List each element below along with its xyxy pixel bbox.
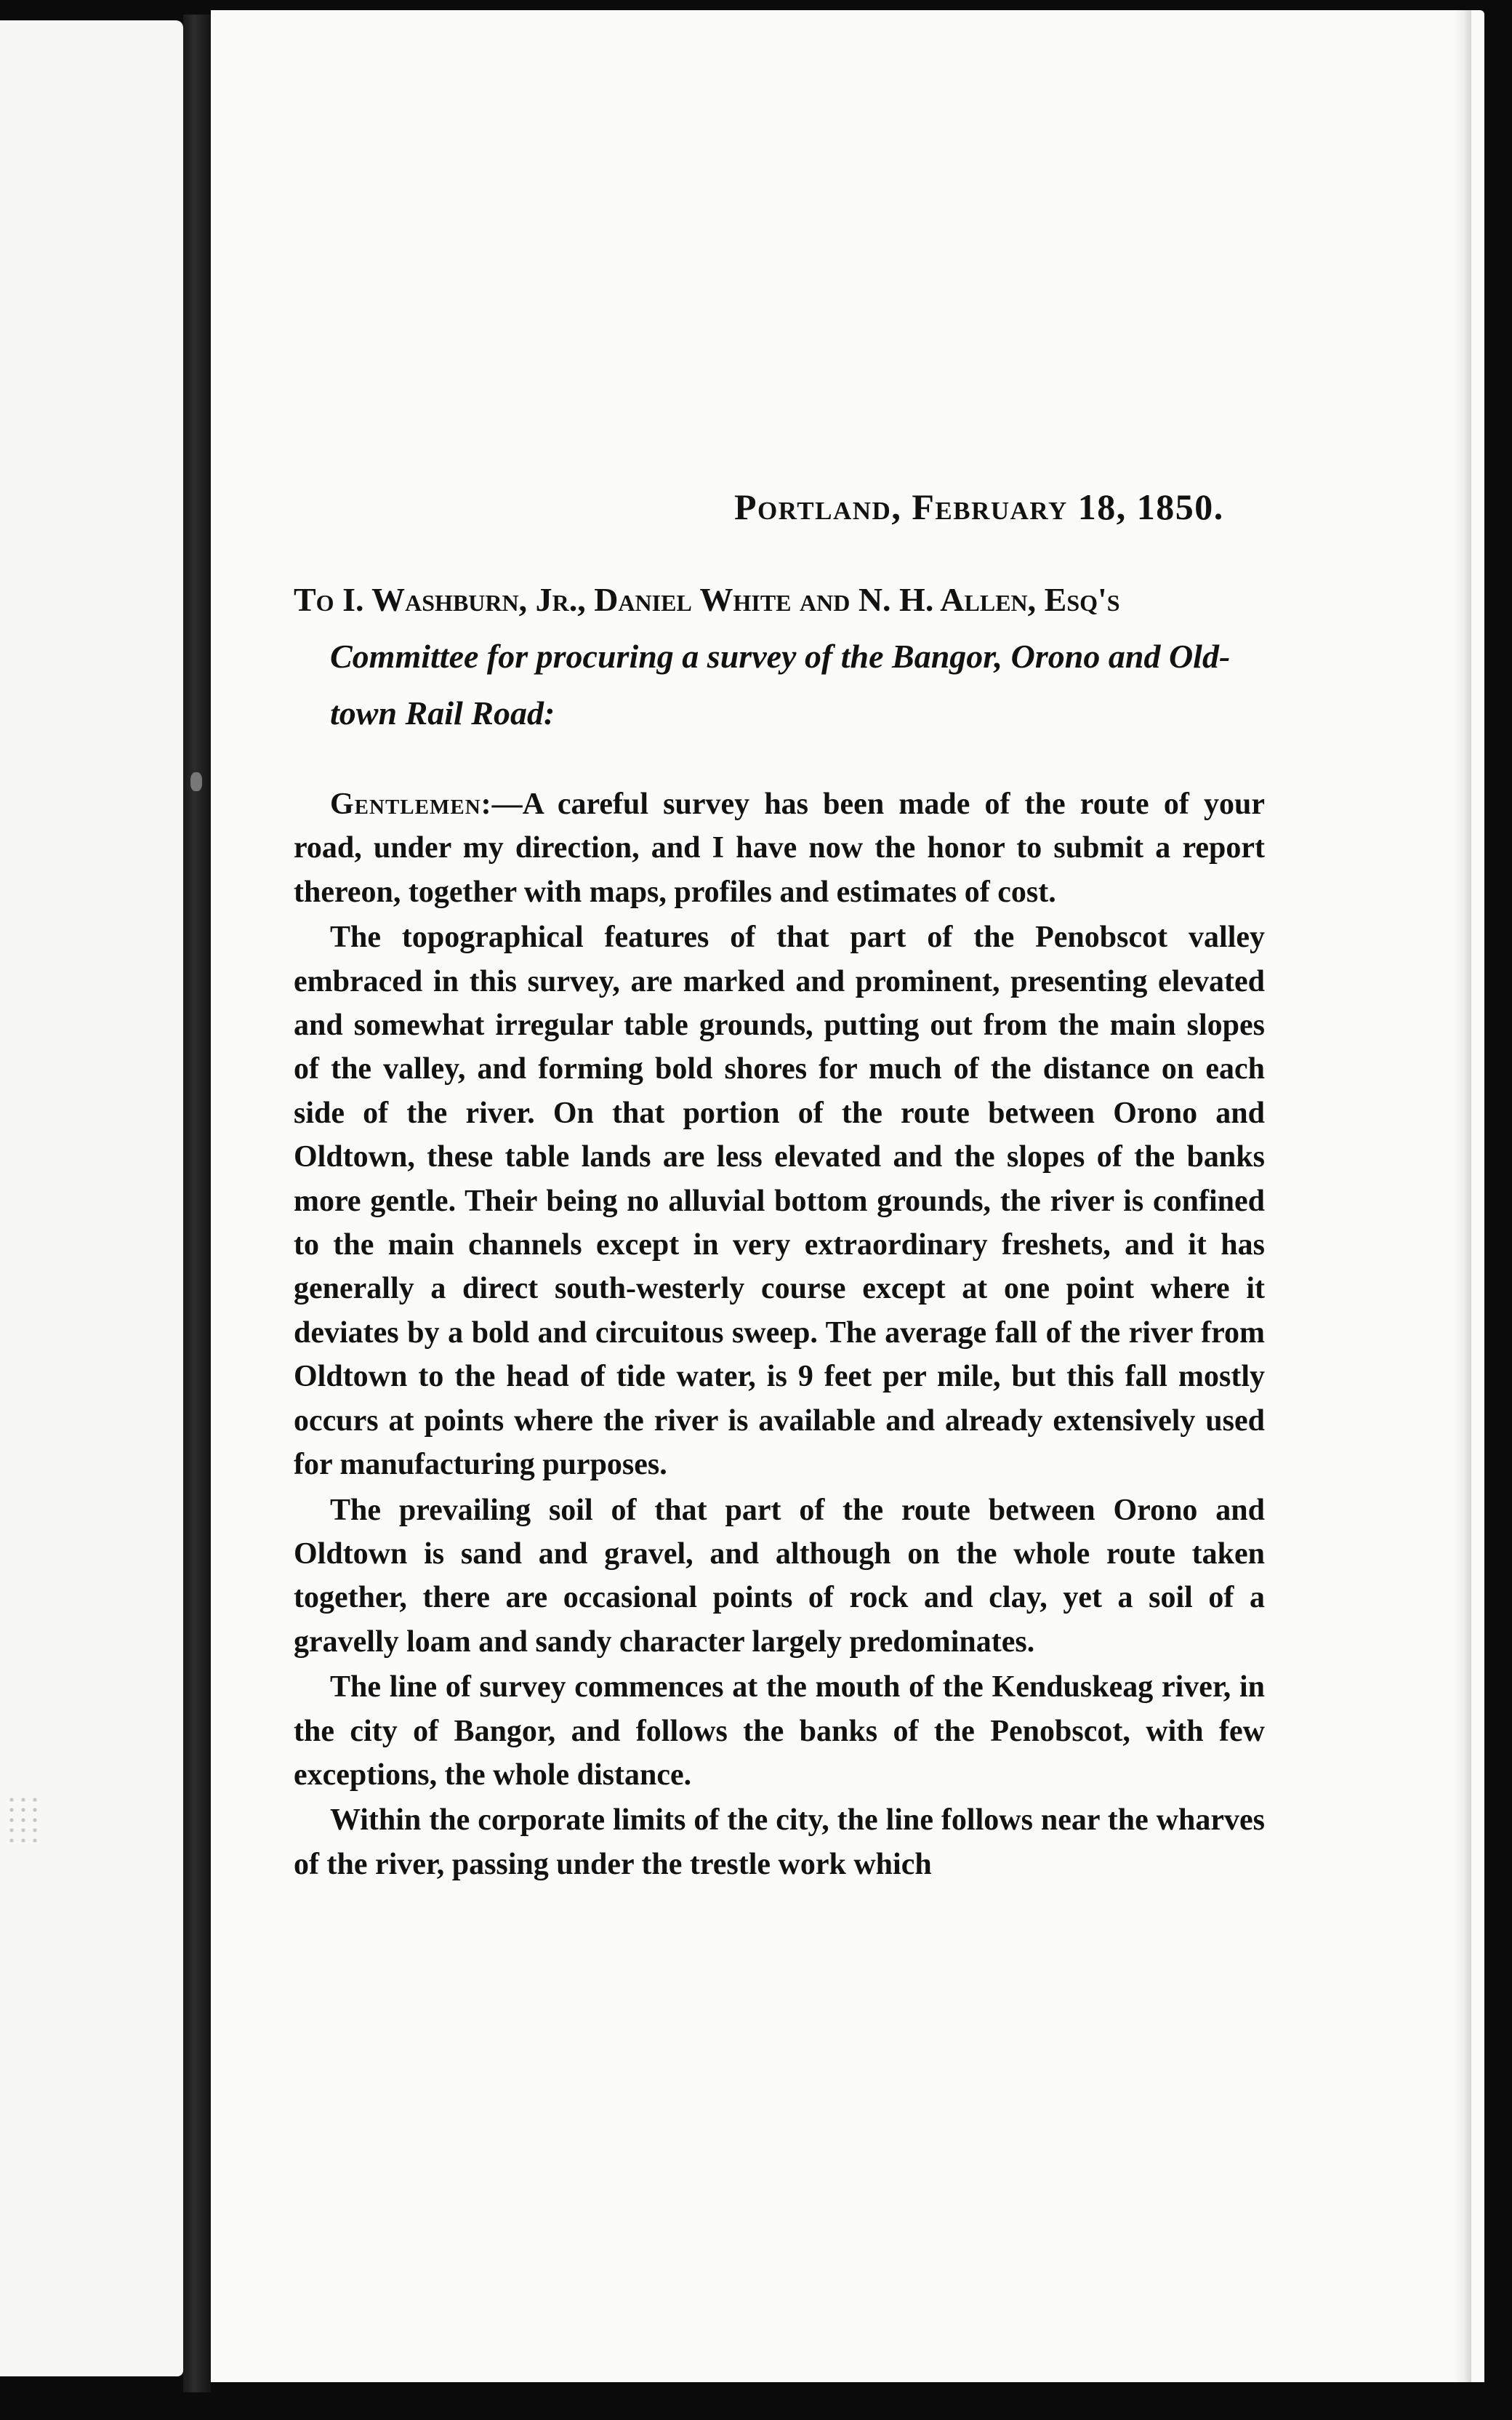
- address-line-1: To I. Washburn, Jr., Daniel White and N. H. Allen, Esq's: [294, 581, 1120, 618]
- salutation: Gentlemen:: [330, 788, 492, 821]
- address-block: [294, 572, 1268, 742]
- address-line-3: town Rail Road:: [330, 694, 555, 732]
- paragraph-3: The prevailing soil of that part of the route between Orono and Oldtown is sand and gravel, and although on the whole route taken together, there are occasional points of rock and clay, yet a soil of a gravelly loam and sandy character largely predominates.: [294, 1493, 1265, 1659]
- dateline-place: Portland,: [734, 486, 902, 527]
- address-line-2: Committee for procuring a survey of the Bangor, Orono and Old-: [330, 638, 1231, 675]
- dateline: [734, 486, 1224, 528]
- paragraph-2: The topographical features of that part of the Penobscot valley embraced in this survey, are marked and prominent, presenting elevated and somewhat irregular table grounds, putting out from the main slopes of the valley, and forming bold shores for much of the distance on each side of the river. On that portion of the route between Orono and Oldtown, these table lands are less elevated and the slopes of the banks more gentle. Their being no alluvial bottom grounds, the river is confined to the main channels except in very extraordinary freshets, and it has generally a direct south-westerly course except at one point where it deviates by a bold and circuitous sweep. The average fall of the river from Oldtown to the head of tide water, is 9 feet per mile, but this fall mostly occurs at points where the river is available and already extensively used for manufacturing purposes.: [294, 921, 1265, 1482]
- facing-page-edge: [0, 20, 183, 2376]
- paragraph-1-text: —A careful survey has been made of the route of your road, under my direction, and I have now the honor to submit a report thereon, together with maps, profiles and estimates of cost.: [294, 788, 1265, 909]
- gutter-blemish: [190, 772, 202, 791]
- book-gutter: [183, 15, 211, 2392]
- page-right-edge: [1454, 10, 1471, 2382]
- paragraph-1: [294, 782, 1265, 914]
- bleed-through-marks: [6, 1795, 42, 1846]
- dateline-date: February 18, 1850.: [912, 486, 1224, 527]
- paragraph-5: Within the corporate limits of the city, the line follows near the wharves of the river, passing under the trestle work which: [294, 1803, 1265, 1881]
- letter-body: [294, 782, 1265, 1886]
- paragraph-4: The line of survey commences at the mouth of the Kenduskeag river, in the city of Bangor, and follows the banks of the Penobscot, with few exceptions, the whole distance.: [294, 1670, 1265, 1792]
